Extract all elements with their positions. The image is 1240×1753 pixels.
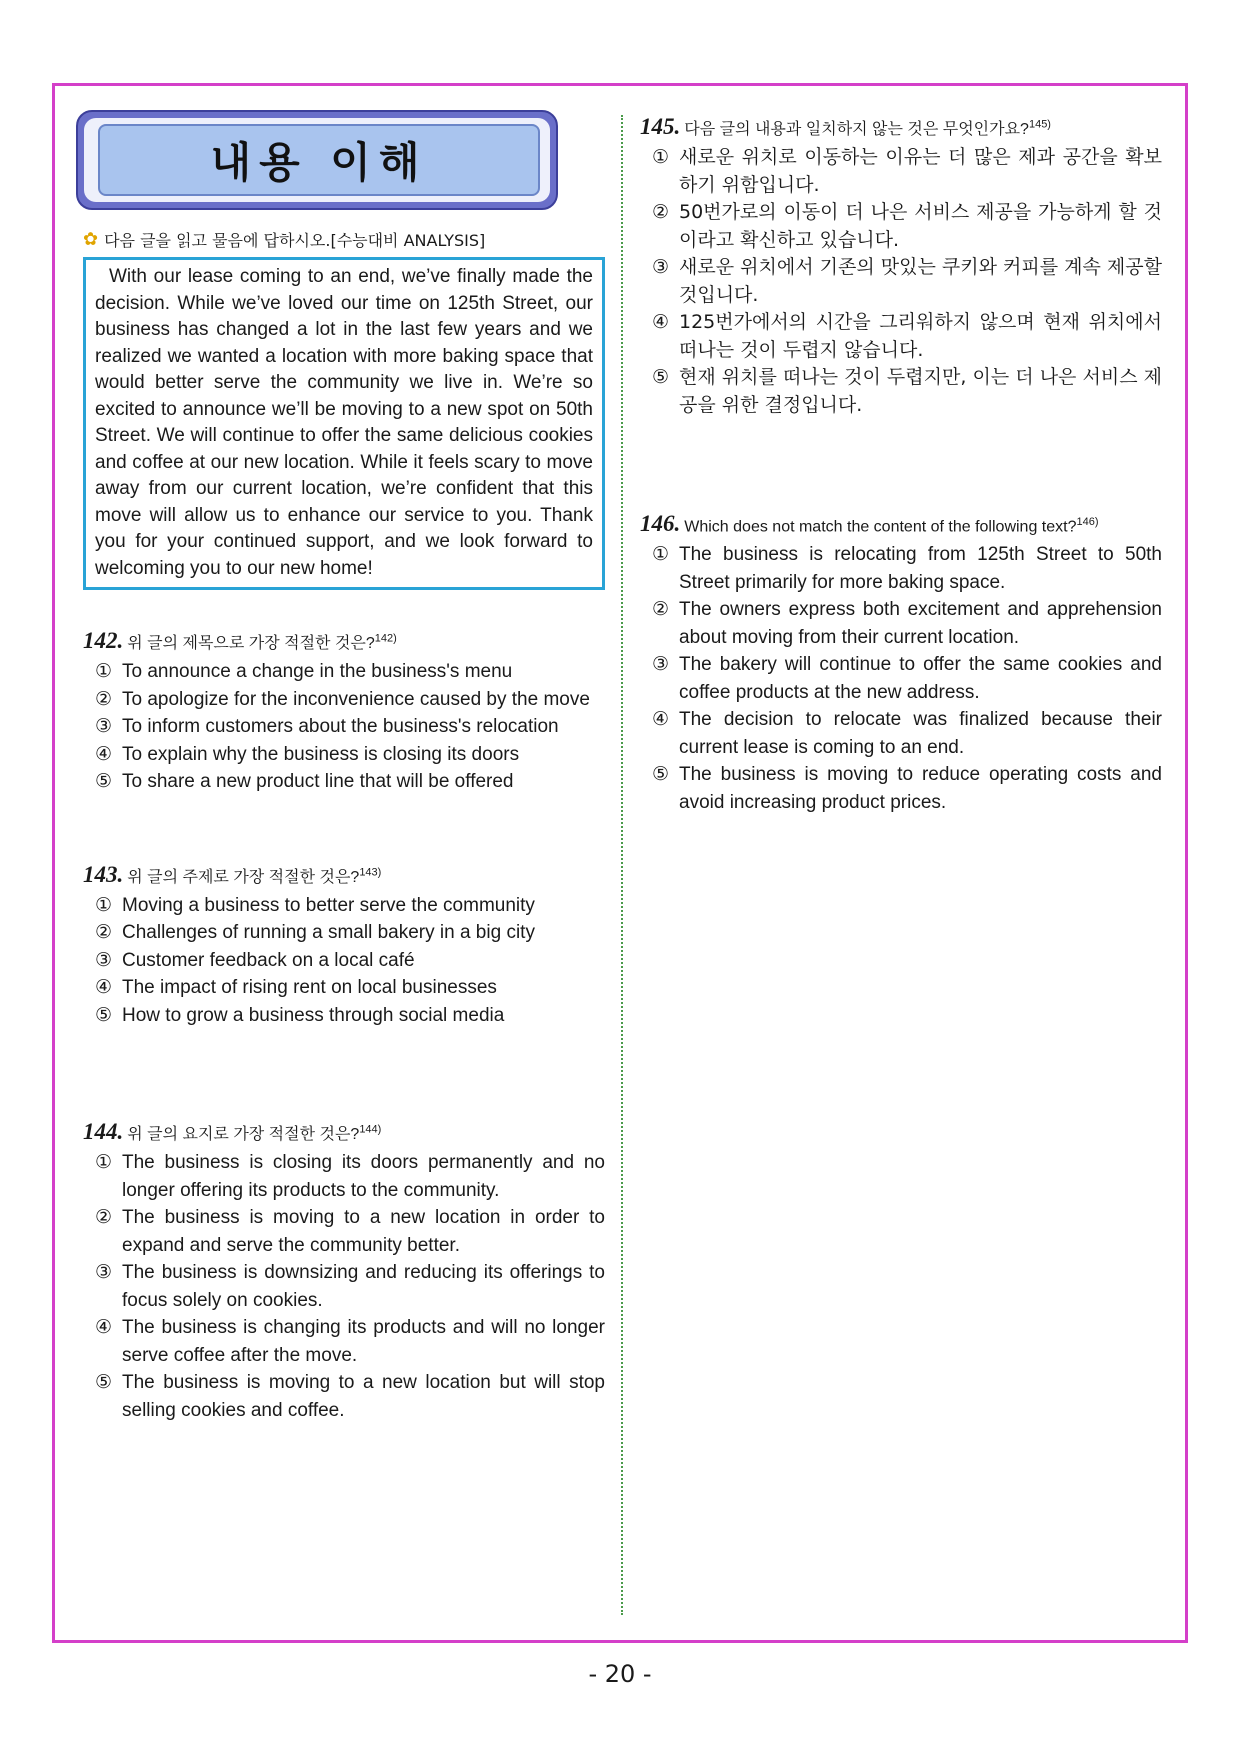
option-item[interactable] [652, 364, 1162, 419]
option-item[interactable] [95, 1002, 605, 1030]
question-header [83, 1119, 605, 1145]
question-143 [83, 862, 605, 1030]
question-text [127, 630, 397, 653]
question-header [640, 511, 1162, 537]
option-text: The business is changing its products and will no longer serve coffee after the move. [122, 1317, 605, 1366]
option-number: ② [95, 922, 113, 943]
question-142 [83, 628, 605, 796]
option-text: 50번가로의 이동이 더 나은 서비스 제공을 가능하게 할 것이라고 확신하고 있습니다. [679, 201, 1162, 251]
banner-title: 내용 이해 [210, 138, 428, 187]
option-number: ① [95, 661, 113, 682]
option-text: 125번가에서의 시간을 그리워하지 않으며 현재 위치에서 떠나는 것이 두렵지 않습니다. [679, 311, 1162, 361]
question-header [640, 114, 1162, 140]
option-text: The bakery will continue to offer the same cookies and coffee products at the new address. [679, 654, 1162, 703]
option-text: The impact of rising rent on local businesses [122, 977, 497, 998]
page-number: - 20 - [588, 1660, 652, 1688]
option-number: ④ [95, 977, 113, 998]
option-number: ② [652, 599, 670, 620]
instruction [83, 228, 605, 251]
option-item[interactable] [652, 706, 1162, 761]
right-column [640, 110, 1162, 816]
question-number: 146. [640, 511, 681, 536]
option-number: ① [652, 544, 670, 565]
option-text: The business is relocating from 125th Street to 50th Street primarily for more baking space. [679, 544, 1162, 593]
option-text: 새로운 위치에서 기존의 맛있는 쿠키와 커피를 계속 제공할 것입니다. [679, 256, 1162, 306]
question-number: 145. [640, 114, 681, 139]
option-text: The business is downsizing and reducing its offerings to focus solely on cookies. [122, 1262, 605, 1311]
footnote-ref: 145) [1028, 118, 1051, 131]
question-146 [640, 511, 1162, 816]
question-text [127, 864, 381, 887]
option-number: ② [652, 201, 670, 223]
footnote-ref: 144) [359, 1123, 382, 1136]
option-text: To explain why the business is closing its doors [122, 743, 520, 765]
option-number: ③ [95, 1262, 113, 1283]
option-text: The owners express both excitement and apprehension about moving from their current location. [679, 599, 1162, 648]
option-list [83, 658, 605, 796]
option-item[interactable] [95, 1369, 605, 1424]
option-number: ④ [95, 1317, 113, 1338]
option-number: ② [95, 688, 113, 710]
flower-icon: ✿ [83, 229, 99, 250]
footnote-ref: 142) [374, 632, 397, 645]
option-item[interactable] [652, 309, 1162, 364]
option-text: The business is moving to reduce operating costs and avoid increasing product prices. [679, 764, 1162, 813]
option-text: Customer feedback on a local café [122, 949, 415, 971]
option-number: ① [95, 894, 113, 916]
title-banner [76, 110, 558, 210]
option-list [640, 144, 1162, 419]
banner-inner [98, 124, 540, 196]
question-text [684, 116, 1051, 139]
question-text [684, 516, 1098, 536]
option-number: ⑤ [95, 1372, 113, 1393]
option-item[interactable] [95, 1149, 605, 1204]
option-text: The business is moving to a new location but will stop selling cookies and coffee. [122, 1372, 605, 1421]
option-text: The business is moving to a new location in order to expand and serve the community better. [122, 1207, 605, 1256]
option-text: To announce a change in the business's menu [122, 661, 513, 682]
option-list [83, 1149, 605, 1424]
option-item[interactable] [95, 947, 605, 975]
option-item[interactable] [95, 741, 605, 769]
question-header [83, 628, 605, 654]
question-prompt: 위 글의 주제로 가장 적절한 것은? [127, 868, 360, 886]
option-list [83, 892, 605, 1030]
option-item[interactable] [95, 658, 605, 686]
option-item[interactable] [652, 541, 1162, 596]
option-number: ④ [95, 743, 113, 765]
option-item[interactable] [95, 892, 605, 920]
question-145 [640, 114, 1162, 419]
option-item[interactable] [652, 199, 1162, 254]
option-text: The decision to relocate was finalized because their current lease is coming to an end. [679, 709, 1162, 758]
question-header [83, 862, 605, 888]
question-prompt: 위 글의 요지로 가장 적절한 것은? [127, 1126, 360, 1143]
option-item[interactable] [95, 1204, 605, 1259]
footnote-ref: 143) [359, 866, 382, 879]
instruction-text: 다음 글을 읽고 물음에 답하시오.[수능대비 ANALYSIS] [104, 231, 486, 250]
option-number: ④ [652, 709, 670, 730]
option-text: 새로운 위치로 이동하는 이유는 더 많은 제과 공간을 확보하기 위함입니다. [679, 146, 1162, 196]
option-item[interactable] [95, 686, 605, 714]
option-text: To inform customers about the business's relocation [122, 716, 559, 737]
column-divider [621, 115, 623, 1615]
option-item[interactable] [652, 144, 1162, 199]
option-text: How to grow a business through social media [122, 1004, 505, 1026]
option-number: ③ [95, 716, 113, 737]
option-number: ① [95, 1152, 113, 1173]
option-number: ⑤ [95, 1004, 113, 1026]
question-number: 144. [83, 1119, 124, 1144]
question-number: 142. [83, 628, 124, 653]
footnote-ref: 146) [1076, 515, 1099, 528]
option-number: ③ [95, 949, 113, 971]
option-item[interactable] [95, 1314, 605, 1369]
question-144 [83, 1119, 605, 1424]
option-number: ③ [652, 256, 670, 278]
option-list [640, 541, 1162, 816]
option-number: ① [652, 146, 670, 168]
option-item[interactable] [652, 596, 1162, 651]
option-text: Challenges of running a small bakery in a big city [122, 922, 535, 943]
option-text: To apologize for the inconvenience caused by the move [122, 688, 590, 710]
option-item[interactable] [95, 919, 605, 947]
option-number: ② [95, 1207, 113, 1228]
option-text: 현재 위치를 떠나는 것이 두렵지만, 이는 더 나은 서비스 제공을 위한 결정입니다. [679, 366, 1162, 416]
option-number: ⑤ [652, 366, 670, 388]
reading-passage: With our lease coming to an end, we’ve finally made the decision. While we’ve loved our time on 125th Street, our business has changed a lot in the last few years and we realized we wanted a location with more baking space that would better serve the community we live in. We’re so excited to announce we’ll be moving to a new spot on 50th Street. We will continue to offer the same delicious cookies and coffee at our new location. While it feels scary to move away from our current location, we’re confident that this move will allow us to enhance our service to you. Thank you for your continued support, and we look forward to welcoming you to our new home! [83, 257, 605, 590]
option-item[interactable] [95, 1259, 605, 1314]
question-prompt: Which does not match the content of the following text? [684, 518, 1077, 535]
question-prompt: 위 글의 제목으로 가장 적절한 것은? [127, 635, 375, 652]
option-number: ④ [652, 311, 670, 333]
option-number: ③ [652, 654, 670, 675]
option-item[interactable] [652, 254, 1162, 309]
option-item[interactable] [652, 761, 1162, 816]
option-text: To share a new product line that will be offered [122, 771, 514, 792]
option-number: ⑤ [95, 771, 113, 792]
option-text: The business is closing its doors permanently and no longer offering its products to the community. [122, 1152, 605, 1201]
option-text: Moving a business to better serve the community [122, 894, 535, 916]
option-item[interactable] [95, 768, 605, 796]
question-text [127, 1121, 381, 1144]
question-number: 143. [83, 861, 124, 887]
left-column [83, 110, 605, 1424]
option-item[interactable] [95, 713, 605, 741]
option-item[interactable] [652, 651, 1162, 706]
option-item[interactable] [95, 974, 605, 1002]
question-prompt: 다음 글의 내용과 일치하지 않는 것은 무엇인가요? [684, 121, 1029, 138]
option-number: ⑤ [652, 764, 670, 785]
